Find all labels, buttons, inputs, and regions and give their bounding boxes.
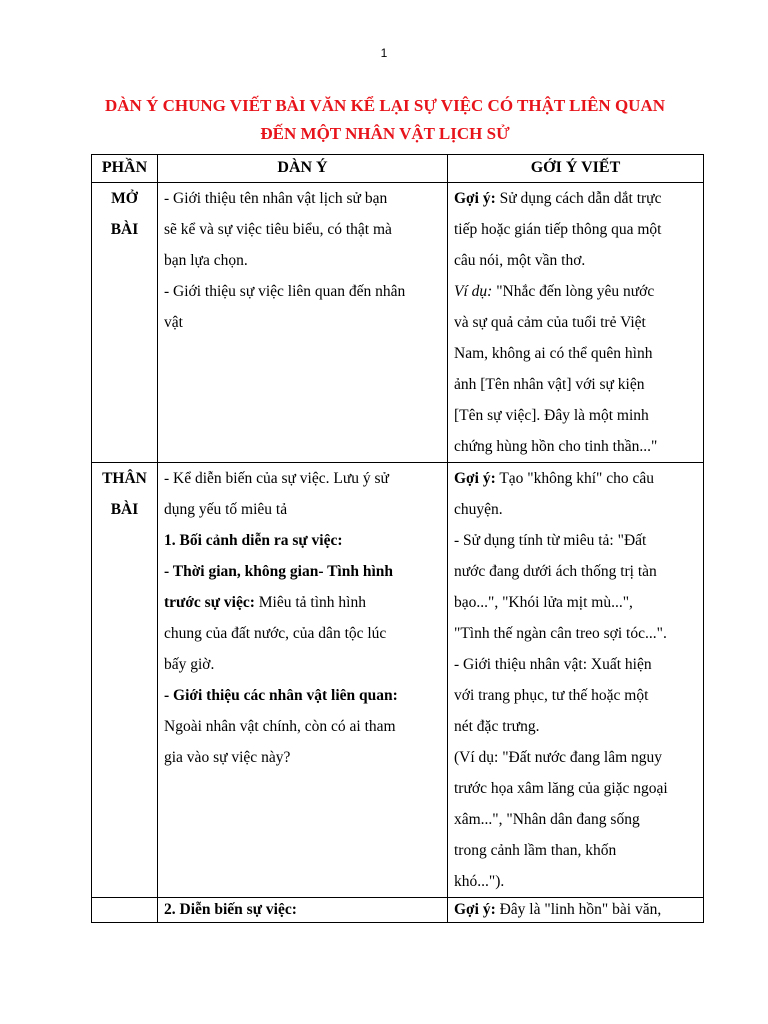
- text-line: sẽ kể và sự việc tiêu biểu, có thật mà: [164, 221, 392, 238]
- part-than-bai: [92, 463, 158, 898]
- text-line: - Kể diễn biến của sự việc. Lưu ý sử: [164, 470, 389, 487]
- text-line: (Ví dụ: "Đất nước đang lâm nguy: [454, 749, 663, 766]
- text-line: chuyện.: [454, 501, 503, 518]
- example-text: "Nhắc đến lòng yêu nước: [492, 283, 655, 300]
- text-line: [454, 463, 698, 494]
- header-outline: DÀN Ý: [158, 155, 448, 183]
- subheading: - Thời gian, không gian- Tình hình: [164, 563, 394, 580]
- text-line: nước đang dưới ách thống trị tàn: [454, 563, 657, 580]
- text-line: - Giới thiệu tên nhân vật lịch sử bạn: [164, 190, 388, 207]
- table-row-than-bai: [92, 463, 704, 898]
- text-line: [454, 898, 698, 922]
- subheading: trước sự việc:: [164, 594, 255, 611]
- part-word: THÂN: [102, 470, 147, 487]
- text-line: tiếp hoặc gián tiếp thông qua một: [454, 221, 662, 238]
- table-header-row: [92, 155, 704, 183]
- text-line: "Tình thế ngàn cân treo sợi tóc...".: [454, 625, 667, 642]
- subheading: - Giới thiệu các nhân vật liên quan:: [164, 687, 398, 704]
- header-hint: GỚI Ý VIẾT: [448, 155, 704, 183]
- hint-label: Gợi ý:: [454, 901, 496, 918]
- text-line: [Tên sự việc]. Đây là một minh: [454, 407, 649, 424]
- part-word: BÀI: [110, 501, 139, 518]
- outline-mo-bai: [158, 183, 448, 463]
- text-line: - Sử dụng tính từ miêu tả: "Đất: [454, 532, 647, 549]
- section-heading: 2. Diễn biến sự việc:: [164, 901, 297, 918]
- part-word: MỞ: [111, 190, 138, 207]
- page-number: 1: [380, 46, 388, 60]
- hint-text: Tạo "không khí" cho câu: [495, 470, 655, 487]
- table-row-mo-bai: [92, 183, 704, 463]
- part-word: BÀI: [110, 221, 139, 238]
- hint-text: Đây là "linh hồn" bài văn,: [495, 901, 662, 918]
- hint-text: Sử dụng cách dẫn dắt trực: [495, 190, 662, 207]
- document-title: [60, 92, 710, 148]
- text-line: ảnh [Tên nhân vật] với sự kiện: [454, 376, 645, 393]
- text-line: - Giới thiệu sự việc liên quan đến nhân: [164, 283, 406, 300]
- text-line: trước họa xâm lăng của giặc ngoại: [454, 780, 668, 797]
- hint-label: Gợi ý:: [454, 470, 496, 487]
- text-line: [454, 183, 698, 214]
- example-label: Ví dụ:: [454, 283, 493, 300]
- text-line: Nam, không ai có thể quên hình: [454, 345, 653, 362]
- text-line: chứng hùng hồn cho tinh thần...": [454, 438, 658, 455]
- text-line: và sự quả cảm của tuổi trẻ Việt: [454, 314, 646, 331]
- text-line: [454, 276, 698, 307]
- text-line: khó...").: [454, 873, 505, 890]
- hint-dien-bien: [448, 898, 704, 923]
- section-heading: 1. Bối cảnh diễn ra sự việc:: [164, 532, 343, 549]
- text-line: nét đặc trưng.: [454, 718, 540, 735]
- header-part: PHẦN: [92, 155, 158, 183]
- text-line: [164, 587, 442, 618]
- text-line: với trang phục, tư thế hoặc một: [454, 687, 649, 704]
- outline-than-bai: [158, 463, 448, 898]
- outline-dien-bien: [158, 898, 448, 923]
- part-empty: [92, 898, 158, 923]
- title-line-1: DÀN Ý CHUNG VIẾT BÀI VĂN KỂ LẠI SỰ VIỆC CÓ THẬT LIÊN QUAN: [104, 96, 665, 115]
- outline-table: [91, 154, 704, 923]
- text-line: gia vào sự việc này?: [164, 749, 291, 766]
- title-line-2: ĐẾN MỘT NHÂN VẬT LỊCH SỬ: [260, 124, 510, 143]
- text-line: trong cảnh lầm than, khốn: [454, 842, 617, 859]
- part-mo-bai: [92, 183, 158, 463]
- text-line: câu nói, một vần thơ.: [454, 252, 586, 269]
- text-line: xâm...", "Nhân dân đang sống: [454, 811, 640, 828]
- text-line: vật: [164, 314, 183, 331]
- text-line: bạo...", "Khói lửa mịt mù...",: [454, 594, 633, 611]
- text-line: chung của đất nước, của dân tộc lúc: [164, 625, 387, 642]
- table-row-dien-bien: [92, 898, 704, 923]
- hint-than-bai: [448, 463, 704, 898]
- text-line: bấy giờ.: [164, 656, 215, 673]
- text: Miêu tả tình hình: [254, 594, 366, 611]
- text-line: bạn lựa chọn.: [164, 252, 248, 269]
- hint-label: Gợi ý:: [454, 190, 496, 207]
- text-line: Ngoài nhân vật chính, còn có ai tham: [164, 718, 396, 735]
- text-line: dụng yếu tố miêu tả: [164, 501, 288, 518]
- text-line: - Giới thiệu nhân vật: Xuất hiện: [454, 656, 652, 673]
- hint-mo-bai: [448, 183, 704, 463]
